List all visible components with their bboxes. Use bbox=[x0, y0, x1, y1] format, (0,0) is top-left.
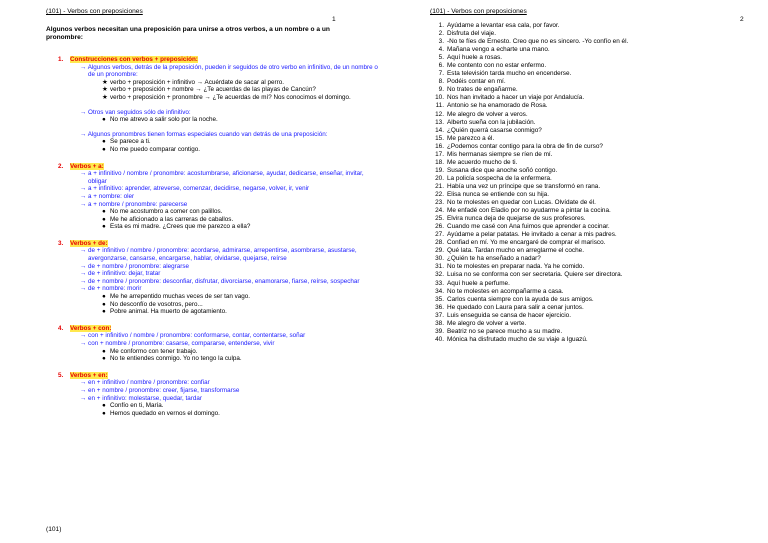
exercise-number: 18. bbox=[435, 158, 444, 166]
arrow-icon: → bbox=[80, 170, 89, 178]
exercise-text: Me alegro de volver a verte. bbox=[447, 319, 527, 327]
exercise-text: ¿Podemos contar contigo para la obra de fin de curso? bbox=[447, 142, 603, 150]
arrow-icon: → bbox=[80, 63, 88, 71]
dot-bullet-icon: ● bbox=[102, 355, 106, 363]
exercise-text: Nos han invitado a hacer un viaje por Andalucía. bbox=[447, 94, 585, 102]
exercise-number: 27. bbox=[435, 231, 444, 239]
exercise-text: Qué lata. Tardan mucho en arreglarme el coche. bbox=[447, 247, 585, 255]
rule-item bbox=[80, 340, 384, 348]
exercise-item bbox=[430, 135, 768, 143]
exercise-number: 15. bbox=[435, 134, 444, 142]
exercise-number: 33. bbox=[435, 279, 444, 287]
exercise-text: Me alegro de volver a veros. bbox=[447, 110, 528, 118]
exercise-number: 25. bbox=[435, 215, 444, 223]
grammar-sections bbox=[46, 56, 384, 417]
exercise-item bbox=[430, 22, 768, 30]
exercise-item bbox=[430, 102, 768, 110]
rule-text: Algunos verbos, detrás de la preposición, pueden ir seguidos de otro verbo en infinitivo, de un nombre o de un pronombre: bbox=[87, 63, 378, 79]
exercise-number: 11. bbox=[435, 102, 444, 110]
rule-text: a + infinitivo / nombre / pronombre: acostumbrarse, aficionarse, ayudar, dedicarse, enseñar, invitar, obligar bbox=[88, 170, 364, 185]
exercise-number: 4. bbox=[438, 46, 444, 54]
dot-bullet-icon: ● bbox=[102, 300, 106, 308]
section-title-text: Verbos + de: bbox=[70, 239, 108, 247]
rule-text: en + nombre / pronombre: creer, fijarse, transformarse bbox=[88, 386, 240, 394]
dot-bullet-icon: ● bbox=[102, 402, 106, 410]
exercise-item bbox=[430, 175, 768, 183]
arrow-icon: → bbox=[80, 340, 89, 347]
rule-text: de + nombre / pronombre: alegrarse bbox=[88, 262, 190, 270]
example-text: Me he arrepentido muchas veces de ser tan vago. bbox=[110, 293, 251, 301]
exercise-item bbox=[430, 320, 768, 328]
example-text: No me puedo comparar contigo. bbox=[110, 145, 200, 153]
exercise-item bbox=[430, 119, 768, 127]
arrow-icon: → bbox=[80, 192, 89, 200]
exercise-item bbox=[430, 151, 768, 159]
exercise-text: ¿Quién querrá casarse conmigo? bbox=[447, 126, 542, 134]
example-text: Hemos quedado en vernos el domingo. bbox=[110, 409, 220, 417]
dot-bullet-icon: ● bbox=[102, 145, 106, 153]
exercise-item bbox=[430, 296, 768, 304]
dot-bullet-icon: ● bbox=[102, 308, 106, 316]
exercise-item bbox=[430, 70, 768, 78]
rule-text: de + nombre / pronombre: desconfiar, disfrutar, divorciarse, enamorarse, fiarse, reírse, sospechar bbox=[88, 277, 360, 285]
example-text: Pobre animal. Ha muerto de agotamiento. bbox=[110, 308, 227, 316]
exercise-item bbox=[430, 231, 768, 239]
exercise-item bbox=[430, 167, 768, 175]
exercise-list bbox=[430, 22, 768, 344]
exercise-number: 28. bbox=[435, 239, 444, 247]
dot-bullet-icon: ● bbox=[102, 347, 106, 355]
exercise-item bbox=[430, 336, 768, 344]
section-number: 2. bbox=[58, 162, 64, 170]
exercise-number: 40. bbox=[435, 335, 444, 343]
exercise-item bbox=[430, 143, 768, 151]
dot-bullet-icon: ● bbox=[102, 293, 106, 301]
exercise-item bbox=[430, 183, 768, 191]
example-item bbox=[102, 410, 384, 418]
star-bullet-icon: ★ bbox=[102, 93, 108, 101]
right-header: (101) - Verbos con preposiciones bbox=[430, 8, 527, 15]
exercise-item bbox=[430, 78, 768, 86]
exercise-text: Elisa nunca se entiende con su hija. bbox=[447, 190, 549, 198]
exercise-text: No trates de engañarme. bbox=[447, 86, 518, 94]
exercise-item bbox=[430, 30, 768, 38]
exercise-text: Carlos cuenta siempre con la ayuda de sus amigos. bbox=[447, 295, 594, 303]
arrow-icon: → bbox=[80, 130, 88, 138]
example-item bbox=[102, 355, 384, 363]
section-title-text: Verbos + en: bbox=[70, 371, 108, 379]
exercise-number: 9. bbox=[438, 86, 444, 94]
example-item bbox=[102, 146, 384, 154]
exercise-item bbox=[430, 127, 768, 135]
example-text: verbo + preposición + pronombre → ¿Te acuerdas de mí? Nos conocimos el domingo. bbox=[110, 93, 351, 101]
dot-bullet-icon: ● bbox=[102, 138, 106, 146]
exercise-item bbox=[430, 312, 768, 320]
example-text: Esta es mi madre. ¿Crees que me parezco a ella? bbox=[110, 223, 251, 231]
exercise-number: 21. bbox=[435, 182, 444, 190]
example-text: verbo + preposición + nombre → ¿Te acuerdas de las playas de Cancún? bbox=[110, 86, 316, 94]
exercise-number: 2. bbox=[438, 30, 444, 38]
exercise-item bbox=[430, 207, 768, 215]
exercise-item bbox=[430, 159, 768, 167]
dot-bullet-icon: ● bbox=[102, 215, 106, 223]
exercise-item bbox=[430, 288, 768, 296]
exercise-text: Beatriz no se parece mucho a su madre. bbox=[447, 327, 563, 335]
exercise-text: Esta televisión tarda mucho en encenderse. bbox=[447, 70, 572, 78]
left-footer: (101) bbox=[46, 526, 62, 533]
section-number: 5. bbox=[58, 371, 64, 379]
arrow-icon: → bbox=[80, 185, 89, 193]
exercise-number: 6. bbox=[438, 62, 444, 70]
exercise-item bbox=[430, 247, 768, 255]
arrow-icon: → bbox=[80, 200, 89, 208]
exercise-text: Me enfadé con Eladio por no ayudarme a pintar la cocina. bbox=[447, 207, 611, 215]
arrow-icon: → bbox=[80, 262, 89, 270]
exercise-text: Antonio se ha enamorado de Rosa. bbox=[447, 102, 548, 110]
exercise-number: 16. bbox=[435, 142, 444, 150]
exercise-number: 30. bbox=[435, 255, 444, 263]
section-2 bbox=[46, 163, 384, 231]
arrow-icon: → bbox=[80, 247, 89, 255]
arrow-icon: → bbox=[80, 270, 89, 278]
rule-item bbox=[80, 109, 384, 117]
example-item bbox=[102, 216, 384, 224]
exercise-number: 5. bbox=[438, 54, 444, 62]
rule-item bbox=[80, 387, 384, 395]
exercise-number: 17. bbox=[435, 150, 444, 158]
exercise-number: 7. bbox=[438, 70, 444, 78]
exercise-text: Alberto sueña con la jubilación. bbox=[447, 118, 536, 126]
rule-text: de + infinitivo: dejar, tratar bbox=[88, 270, 161, 278]
exercise-text: No te molestes en preparar nada. Ya he comido. bbox=[447, 263, 585, 271]
rule-text: a + infinitivo: aprender, atreverse, comenzar, decidirse, negarse, volver, ir, venir bbox=[88, 185, 310, 193]
rule-text: con + nombre / pronombre: casarse, compararse, entenderse, vivir bbox=[88, 340, 275, 347]
example-item bbox=[102, 301, 384, 309]
rule-text: en + infinitivo / nombre / pronombre: confiar bbox=[88, 379, 210, 387]
exercise-number: 29. bbox=[435, 247, 444, 255]
example-item bbox=[102, 208, 384, 216]
section-5 bbox=[46, 372, 384, 418]
dot-bullet-icon: ● bbox=[102, 208, 106, 216]
arrow-icon: → bbox=[80, 277, 89, 285]
exercise-text: Mónica ha disfrutado mucho de su viaje a Iguazú. bbox=[447, 335, 588, 343]
exercise-number: 34. bbox=[435, 287, 444, 295]
left-page-number: 1 bbox=[332, 16, 336, 23]
exercise-text: Me contento con no estar enfermo. bbox=[447, 62, 547, 70]
example-item bbox=[102, 86, 384, 94]
exercise-item bbox=[430, 328, 768, 336]
dot-bullet-icon: ● bbox=[102, 116, 106, 124]
exercise-item bbox=[430, 62, 768, 70]
exercise-number: 14. bbox=[435, 126, 444, 134]
exercise-text: Mañana vengo a echarte una mano. bbox=[447, 46, 550, 54]
section-title-text: Construcciones con verbos + preposición: bbox=[70, 56, 198, 63]
exercise-text: No te molestes en acompañarme a casa. bbox=[447, 287, 564, 295]
exercise-number: 39. bbox=[435, 327, 444, 335]
rule-item bbox=[80, 185, 384, 193]
rule-item bbox=[80, 64, 384, 79]
dot-bullet-icon: ● bbox=[102, 409, 106, 417]
exercise-item bbox=[430, 239, 768, 247]
exercise-text: Luisa no se conforma con ser secretaria. Quiere ser directora. bbox=[447, 271, 623, 279]
arrow-icon: → bbox=[80, 379, 89, 387]
rule-item bbox=[80, 193, 384, 201]
exercise-text: Elvira nunca deja de quejarse de sus profesores. bbox=[447, 215, 586, 223]
example-item bbox=[102, 223, 384, 231]
arrow-icon: → bbox=[80, 332, 89, 340]
exercise-number: 24. bbox=[435, 207, 444, 215]
exercise-number: 37. bbox=[435, 311, 444, 319]
example-item bbox=[102, 348, 384, 356]
section-title-text: Verbos + a: bbox=[70, 162, 104, 170]
exercise-text: He quedado con Laura para salir a cenar juntos. bbox=[447, 303, 584, 311]
example-item bbox=[102, 293, 384, 301]
rule-text: Algunos pronombres tienen formas especiales cuando van detrás de una preposición: bbox=[87, 130, 328, 138]
exercise-text: Luis enseguida se cansa de hacer ejercicio. bbox=[447, 311, 571, 319]
rule-item bbox=[80, 247, 384, 262]
exercise-text: Confiad en mí. Yo me encargaré de comprar el marisco. bbox=[447, 239, 606, 247]
exercise-number: 20. bbox=[435, 174, 444, 182]
exercise-number: 35. bbox=[435, 295, 444, 303]
example-item bbox=[102, 308, 384, 316]
rule-item bbox=[80, 278, 384, 286]
exercise-text: Aquí huele a rosas. bbox=[447, 54, 503, 62]
exercise-text: Cuando me casé con Ana fuimos que aprender a cocinar. bbox=[447, 223, 610, 231]
exercise-text: Me acuerdo mucho de ti. bbox=[447, 158, 518, 166]
arrow-icon: → bbox=[80, 386, 89, 394]
section-3 bbox=[46, 240, 384, 316]
exercise-number: 19. bbox=[435, 166, 444, 174]
example-text: verbo + preposición + infinitivo → Acuérdate de sacar al perro. bbox=[110, 78, 284, 86]
exercise-item bbox=[430, 255, 768, 263]
rule-item bbox=[80, 131, 384, 139]
exercise-text: Aquí huele a perfume. bbox=[447, 279, 510, 287]
exercise-item bbox=[430, 271, 768, 279]
exercise-text: Ayúdame a pelar patatas. He invitado a cenar a mis padres. bbox=[447, 231, 617, 239]
exercise-text: Había una vez un príncipe que se transformó en rana. bbox=[447, 182, 601, 190]
section-title bbox=[58, 163, 384, 171]
exercise-item bbox=[430, 86, 768, 94]
rule-item bbox=[80, 263, 384, 271]
exercise-text: Disfruta del viaje. bbox=[447, 30, 497, 38]
exercise-item bbox=[430, 215, 768, 223]
star-bullet-icon: ★ bbox=[102, 78, 108, 86]
right-page bbox=[384, 0, 768, 543]
exercise-number: 1. bbox=[438, 22, 444, 29]
section-title bbox=[58, 325, 384, 333]
exercise-number: 22. bbox=[435, 190, 444, 198]
exercise-number: 8. bbox=[438, 78, 444, 86]
exercise-item bbox=[430, 111, 768, 119]
example-text: No desconfío de vosotros, pero... bbox=[110, 300, 203, 308]
rule-text: con + infinitivo / nombre / pronombre: conformarse, contar, contentarse, soñar bbox=[88, 332, 306, 340]
arrow-icon: → bbox=[80, 285, 89, 293]
exercise-number: 3. bbox=[438, 38, 444, 46]
rule-text: a + nombre: oler bbox=[88, 192, 135, 200]
section-4 bbox=[46, 325, 384, 363]
example-text: No te entiendes conmigo. Yo no tengo la culpa. bbox=[110, 355, 242, 363]
exercise-number: 26. bbox=[435, 223, 444, 231]
example-text: Se parece a ti. bbox=[110, 138, 151, 146]
section-title-text: Verbos + con: bbox=[70, 324, 112, 332]
exercise-number: 38. bbox=[435, 319, 444, 327]
section-1 bbox=[46, 56, 384, 154]
rule-item bbox=[80, 285, 384, 293]
right-page-number: 2 bbox=[740, 16, 744, 23]
arrow-icon: → bbox=[80, 394, 89, 402]
example-text: Confío en ti, María. bbox=[110, 402, 164, 410]
exercise-text: No te molestes en quedar con Lucas. Olvídate de él. bbox=[447, 199, 596, 207]
rule-item bbox=[80, 332, 384, 340]
exercise-text: Me parezco a él. bbox=[447, 134, 495, 142]
rule-item bbox=[80, 170, 384, 185]
example-text: Me conformo con tener trabajo. bbox=[110, 347, 198, 355]
star-bullet-icon: ★ bbox=[102, 86, 108, 94]
exercise-number: 10. bbox=[435, 94, 444, 102]
section-title bbox=[58, 372, 384, 380]
rule-text: en + infinitivo: molestarse, quedar, tardar bbox=[88, 394, 202, 402]
section-title bbox=[58, 56, 384, 64]
arrow-icon: → bbox=[80, 108, 89, 116]
exercise-number: 32. bbox=[435, 271, 444, 279]
exercise-item bbox=[430, 280, 768, 288]
rule-text: de + infinitivo / nombre / pronombre: acordarse, admirarse, arrepentirse, asombrarse, asustarse, avergonzarse, cansarse, encargarse, hablar, olvidarse, quejarse, reírse bbox=[88, 247, 357, 263]
example-text: Me he aficionado a las carreras de caballos. bbox=[110, 215, 234, 223]
example-item bbox=[102, 402, 384, 410]
example-item bbox=[102, 94, 384, 102]
exercise-text: ¿Quién te ha enseñado a nadar? bbox=[447, 255, 541, 263]
rule-text: Otros van seguidos sólo de infinitivo: bbox=[88, 108, 191, 116]
exercise-item bbox=[430, 38, 768, 46]
rule-text: de + nombre: morir bbox=[88, 285, 142, 293]
exercise-item bbox=[430, 46, 768, 54]
exercise-number: 12. bbox=[435, 110, 444, 118]
exercise-item bbox=[430, 199, 768, 207]
exercise-item bbox=[430, 94, 768, 102]
rule-item bbox=[80, 379, 384, 387]
intro-text: Algunos verbos necesitan una preposición para unirse a otros verbos, a un nombre o a un pronombre: bbox=[46, 26, 330, 41]
example-item bbox=[102, 116, 384, 124]
section-title bbox=[58, 240, 384, 248]
exercise-item bbox=[430, 54, 768, 62]
example-text: No me acostumbro a comer con palillos. bbox=[110, 208, 223, 216]
exercise-text: Mis hermanas siempre se ríen de mí. bbox=[447, 150, 553, 158]
exercise-text: -No te fíes de Ernesto. Creo que no es sincero. -Yo confío en él. bbox=[447, 38, 629, 46]
example-text: No me atrevo a salir solo por la noche. bbox=[110, 116, 218, 124]
left-header: (101) - Verbos con preposiciones bbox=[46, 8, 143, 15]
exercise-text: Ayúdame a levantar esa cala, por favor. bbox=[447, 22, 560, 29]
exercise-number: 36. bbox=[435, 303, 444, 311]
section-number: 4. bbox=[58, 324, 64, 332]
exercise-text: Susana dice que anoche soñó contigo. bbox=[447, 166, 558, 174]
exercise-item bbox=[430, 263, 768, 271]
exercise-number: 23. bbox=[435, 199, 444, 207]
section-number: 1. bbox=[58, 56, 64, 63]
exercise-text: La policía sospecha de la enfermera. bbox=[447, 174, 552, 182]
exercise-number: 13. bbox=[435, 118, 444, 126]
rule-text: a + nombre / pronombre: parecerse bbox=[88, 200, 188, 208]
section-number: 3. bbox=[58, 239, 64, 247]
rule-item bbox=[80, 270, 384, 278]
dot-bullet-icon: ● bbox=[102, 223, 106, 231]
exercise-item bbox=[430, 223, 768, 231]
exercise-text: Podéis contar en mí. bbox=[447, 78, 506, 86]
rule-item bbox=[80, 201, 384, 209]
exercise-item bbox=[430, 191, 768, 199]
exercise-number: 31. bbox=[435, 263, 444, 271]
rule-item bbox=[80, 395, 384, 403]
exercise-item bbox=[430, 304, 768, 312]
example-item bbox=[102, 138, 384, 146]
example-item bbox=[102, 79, 384, 87]
